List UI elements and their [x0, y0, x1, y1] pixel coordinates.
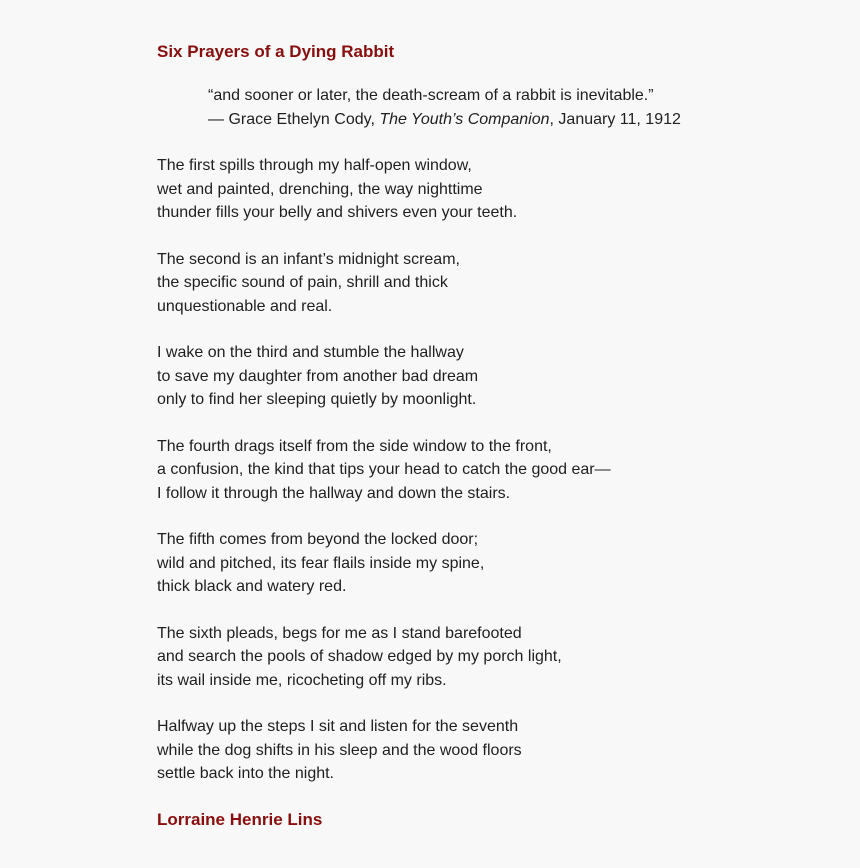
verse-line: thunder fills your belly and shivers even your teeth.	[157, 204, 518, 221]
poem-title: Six Prayers of a Dying Rabbit	[157, 42, 395, 61]
epigraph-attribution	[208, 108, 681, 132]
verse-line: The fourth drags itself from the side window to the front,	[157, 437, 552, 455]
verse-line: The second is an infant’s midnight scream,	[157, 250, 460, 268]
poem-author: Lorraine Henrie Lins	[157, 810, 323, 829]
attribution-suffix: , January 11, 1912	[549, 110, 681, 128]
verse-line: I follow it through the hallway and down the stairs.	[157, 484, 511, 502]
verse-line: The fifth comes from beyond the locked door;	[157, 531, 479, 548]
verse-line: thick black and watery red.	[157, 578, 347, 595]
poem-body	[157, 154, 611, 809]
verse-line: settle back into the night.	[157, 765, 334, 782]
stanza-3	[157, 341, 611, 412]
stanza-6	[157, 622, 611, 693]
verse-line: while the dog shifts in his sleep and the wood floors	[157, 741, 522, 759]
verse-line: unquestionable and real.	[157, 297, 333, 315]
verse-line: The first spills through my half-open window,	[157, 157, 472, 174]
epigraph	[208, 84, 681, 131]
verse-line: a confusion, the kind that tips your head to catch the good ear—	[157, 461, 611, 478]
verse-line: to save my daughter from another bad dream	[157, 367, 479, 385]
verse-line: wet and painted, drenching, the way nighttime	[157, 180, 483, 198]
attribution-prefix: — Grace Ethelyn Cody,	[208, 110, 380, 128]
verse-line: I wake on the third and stumble the hallway	[157, 344, 464, 361]
stanza-5	[157, 528, 611, 599]
verse-line: its wail inside me, ricocheting off my ribs.	[157, 671, 447, 689]
verse-line: Halfway up the steps I sit and listen for the seventh	[157, 718, 519, 735]
epigraph-quote: “and sooner or later, the death-scream of a rabbit is inevitable.”	[208, 87, 654, 104]
stanza-7	[157, 715, 611, 786]
verse-line: wild and pitched, its fear flails inside my spine,	[157, 554, 485, 572]
verse-line: the specific sound of pain, shrill and thick	[157, 274, 448, 291]
stanza-2	[157, 248, 611, 319]
verse-line: only to find her sleeping quietly by moonlight.	[157, 391, 477, 408]
stanza-1	[157, 154, 611, 225]
stanza-4	[157, 435, 611, 506]
verse-line: and search the pools of shadow edged by my porch light,	[157, 648, 562, 665]
attribution-source: The Youth’s Companion	[379, 110, 550, 128]
verse-line: The sixth pleads, begs for me as I stand barefooted	[157, 624, 522, 642]
